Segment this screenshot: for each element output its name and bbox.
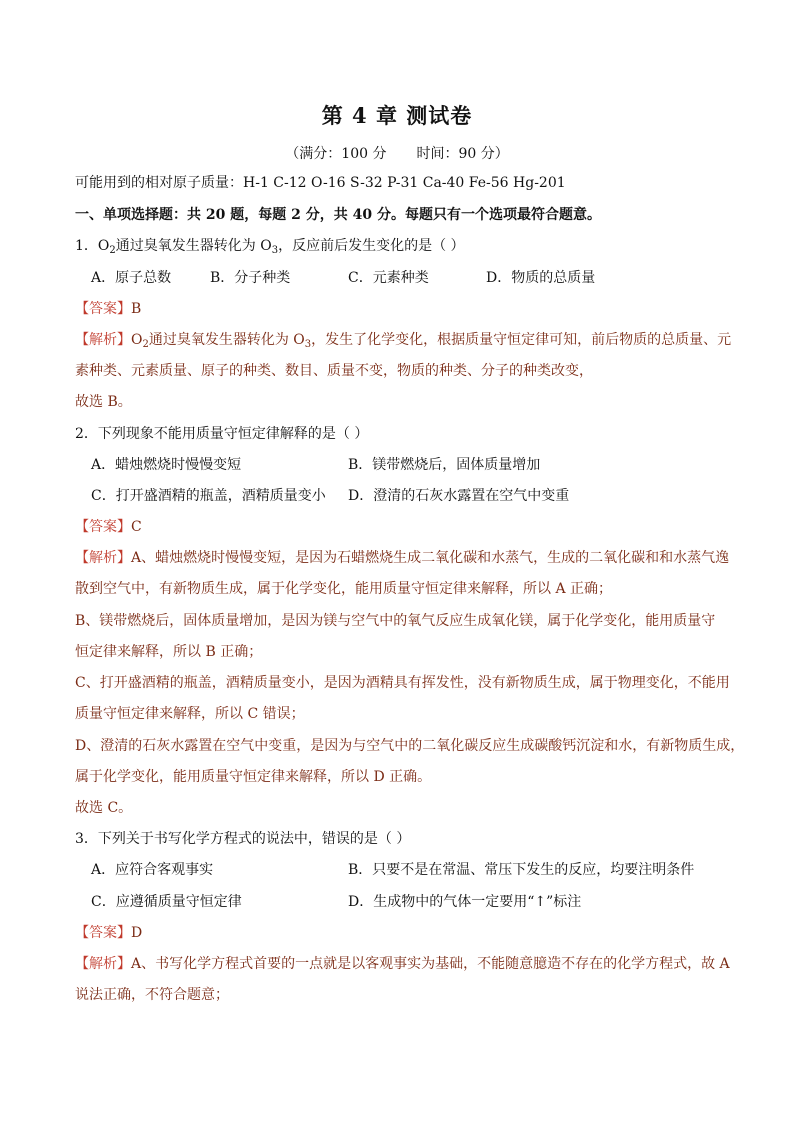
question-2-analysis-line: C、打开盛酒精的瓶盖，酒精质量变小，是因为酒精具有挥发性，没有新物质生成，属于物理变化，不能用 — [75, 675, 730, 691]
question-2-analysis-line: B、镁带燃烧后，固体质量增加，是因为镁与空气中的氧气反应生成氧化镁，属于化学变化，能用质量守 — [75, 613, 716, 629]
question-1-option-c: C．元素种类 — [348, 270, 429, 286]
question-1-option-a: A．原子总数 — [91, 270, 172, 286]
question-2-conclusion: 故选 C。 — [75, 800, 133, 816]
question-1-option-d: D．物质的总质量 — [486, 270, 596, 286]
question-2-analysis: 【解析】A、蜡烛燃烧时慢慢变短，是因为石蜡燃烧生成二氧化碳和水蒸气，生成的二氧化碳和和水蒸气逸 — [75, 550, 730, 566]
question-3-stem: 3．下列关于书写化学方程式的说法中，错误的是（ ） — [75, 831, 411, 847]
question-1-analysis-line-2: 素种类、元素质量、原子的种类、数目、质量不变，物质的种类、分子的种类改变， — [75, 363, 593, 379]
question-2-analysis-line: 散到空气中，有新物质生成，属于化学变化，能用质量守恒定律来解释，所以 A 正确； — [75, 581, 613, 597]
page-title: 第 4 章 测试卷 — [321, 103, 473, 128]
question-2-option-c: C．打开盛酒精的瓶盖，酒精质量变小 — [91, 488, 326, 504]
exam-time: 时间：90 分） — [416, 146, 509, 162]
question-2-option-a: A．蜡烛燃烧时慢慢变短 — [91, 457, 242, 473]
question-1-stem: 1．$O_2$通过臭氧发生器转化为 $O_3$，反应前后发生变化的是（ ） — [75, 238, 465, 256]
question-2-analysis-line: D、澄清的石灰水露置在空气中变重，是因为与空气中的二氧化碳反应生成碳酸钙沉淀和水，有新物质生成， — [75, 738, 745, 754]
question-3-option-b: B．只要不是在常温、常压下发生的反应，均要注明条件 — [348, 862, 695, 878]
question-2-analysis-line: 恒定律来解释，所以 B 正确； — [75, 644, 263, 660]
question-3-option-c: C．应遵循质量守恒定律 — [91, 894, 242, 910]
exam-info — [0, 143, 794, 163]
question-3-analysis: 【解析】A、书写化学方程式首要的一点就是以客观事实为基础，不能随意臆造不存在的化学方程式，故 A — [75, 956, 730, 972]
question-1-option-b: B．分子种类 — [210, 270, 291, 286]
question-2-analysis-line: 属于化学变化，能用质量守恒定律来解释，所以 D 正确。 — [75, 769, 432, 785]
question-2-option-b: B．镁带燃烧后，固体质量增加 — [348, 457, 541, 473]
question-2-analysis-line: 质量守恒定律来解释，所以 C 错误； — [75, 706, 305, 722]
atomic-masses: 可能用到的相对原子质量：H-1 C-12 O-16 S-32 P-31 Ca-40 Fe-56 Hg-201 — [75, 175, 566, 191]
full-score: （满分：100 分 — [285, 146, 387, 162]
question-1-conclusion: 故选 B。 — [75, 394, 132, 410]
question-2-answer: 【答案】C — [75, 519, 142, 535]
section-heading: 一、单项选择题：共 20 题，每题 2 分，共 40 分。每题只有一个选项最符合题意。 — [75, 207, 601, 223]
question-3-answer: 【答案】D — [75, 925, 143, 941]
question-3-option-d: D．生成物中的气体一定要用“↑”标注 — [348, 894, 582, 910]
question-2-option-d: D．澄清的石灰水露置在空气中变重 — [348, 488, 570, 504]
question-3-option-a: A．应符合客观事实 — [91, 862, 214, 878]
question-1-answer: 【答案】B — [75, 301, 142, 317]
question-2-stem: 2．下列现象不能用质量守恒定律解释的是（ ） — [75, 426, 369, 442]
question-1-analysis: 【解析】$O_2$通过臭氧发生器转化为 $O_3$，发生了化学变化，根据质量守恒定律可知，前后物质的总质量、元 — [75, 332, 732, 350]
question-3-analysis-line: 说法正确，不符合题意； — [75, 987, 229, 1003]
